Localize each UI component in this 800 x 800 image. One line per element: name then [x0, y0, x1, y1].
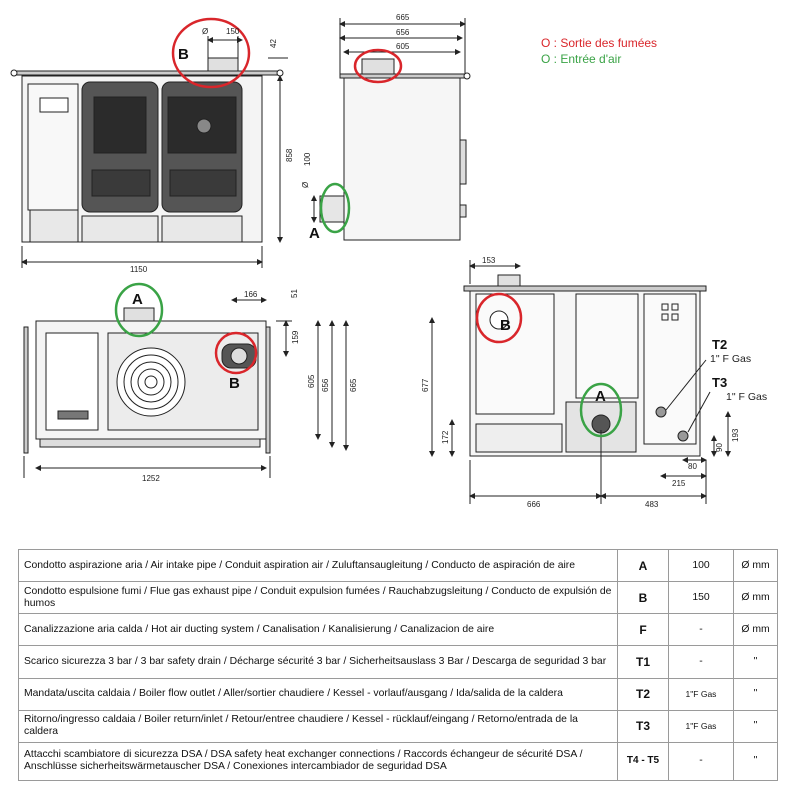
- rear-t2-label: T2: [712, 337, 728, 352]
- side-dim-total: 665: [396, 13, 410, 22]
- row-value: -: [669, 646, 734, 678]
- side-dim-air-diameter: Ø: [301, 181, 310, 188]
- row-code: F: [618, 614, 669, 646]
- row-code: T4 - T5: [618, 742, 669, 780]
- top-dim-605: 605: [307, 374, 316, 388]
- row-unit: ": [734, 742, 778, 780]
- rear-t2-spec: 1" F Gas: [710, 353, 752, 365]
- row-code: T1: [618, 646, 669, 678]
- rear-dim-90: 90: [715, 443, 724, 452]
- row-unit: ": [734, 710, 778, 742]
- rear-t3-spec: 1" F Gas: [726, 391, 768, 403]
- row-value: -: [669, 742, 734, 780]
- row-value: 1"F Gas: [669, 710, 734, 742]
- front-dim-width: 1150: [130, 265, 148, 274]
- side-dim-air-value: 100: [303, 152, 312, 166]
- row-code: T3: [618, 710, 669, 742]
- row-unit: ": [734, 678, 778, 710]
- rear-dim-483: 483: [645, 500, 659, 509]
- row-value: 1"F Gas: [669, 678, 734, 710]
- top-dim-166: 166: [244, 290, 258, 299]
- row-code: B: [618, 582, 669, 614]
- rear-dim-666: 666: [527, 500, 541, 509]
- side-dim-inner: 605: [396, 42, 410, 51]
- row-code: T2: [618, 678, 669, 710]
- side-view: [314, 18, 470, 240]
- front-marker-b: B: [178, 46, 189, 63]
- row-unit: Ø mm: [734, 550, 778, 582]
- table-row: [19, 614, 778, 646]
- top-dim-width: 1252: [142, 474, 160, 483]
- top-marker-b: B: [229, 375, 240, 392]
- row-description: Condotto aspirazione aria / Air intake pipe / Conduit aspiration air / Zuluftansaugleitung / Conducto de aspiración de aire: [19, 550, 618, 582]
- legend-air-inlet: O : Entrée d'air: [541, 52, 622, 66]
- row-unit: ": [734, 646, 778, 678]
- rear-dim-172: 172: [441, 430, 450, 444]
- rear-dim-677: 677: [421, 378, 430, 392]
- rear-dim-215: 215: [672, 479, 686, 488]
- front-dim-flue-diameter: Ø: [202, 27, 209, 36]
- row-description: Canalizzazione aria calda / Hot air ducting system / Canalisation / Kanalisierung / Canalizacion de aire: [19, 614, 618, 646]
- rear-marker-b: B: [500, 317, 511, 334]
- row-description: Condotto espulsione fumi / Flue gas exhaust pipe / Conduit expulsion fumées / Rauchabzugsleitung / Conducto de expulsión de humos: [19, 582, 618, 614]
- rear-view: [432, 260, 728, 504]
- rear-dim-153: 153: [482, 256, 496, 265]
- rear-t3-label: T3: [712, 375, 728, 390]
- table-row: [19, 646, 778, 678]
- connections-spec-table: [18, 549, 778, 781]
- row-value: -: [669, 614, 734, 646]
- top-marker-a: A: [132, 291, 143, 308]
- table-row: [19, 678, 778, 710]
- top-dim-159: 159: [291, 330, 300, 344]
- table-row: [19, 742, 778, 780]
- top-dim-51: 51: [290, 289, 299, 298]
- rear-marker-a: A: [595, 388, 606, 405]
- row-description: Mandata/uscita caldaia / Boiler flow outlet / Aller/sortier chaudiere / Kessel - vorlauf/ausgang / Ida/salida de la caldera: [19, 678, 618, 710]
- side-dim-mid: 656: [396, 28, 410, 37]
- top-dim-665: 665: [349, 378, 358, 392]
- rear-dim-193: 193: [731, 428, 740, 442]
- row-value: 150: [669, 582, 734, 614]
- top-view: [24, 284, 346, 478]
- row-description: Ritorno/ingresso caldaia / Boiler return/inlet / Retour/entree chaudiere / Kessel - rücklauf/eingang / Retorno/entrada de la caldera: [19, 710, 618, 742]
- row-unit: Ø mm: [734, 582, 778, 614]
- front-view: [11, 19, 288, 268]
- row-value: 100: [669, 550, 734, 582]
- side-marker-a: A: [309, 225, 320, 242]
- top-dim-656: 656: [321, 378, 330, 392]
- row-unit: Ø mm: [734, 614, 778, 646]
- legend-smoke-outlet: O : Sortie des fumées: [541, 36, 658, 50]
- table-row: [19, 582, 778, 614]
- row-description: Attacchi scambiatore di sicurezza DSA / DSA safety heat exchanger connections / Raccords échangeur de sécurité DSA / Anschlüsse sicherheitswärmetauscher DSA / Conexiones intercambiador de seguridad DSA: [19, 742, 618, 780]
- row-code: A: [618, 550, 669, 582]
- table-row: [19, 550, 778, 582]
- row-description: Scarico sicurezza 3 bar / 3 bar safety drain / Décharge sécurité 3 bar / Sicherheitsauslass 3 Bar / Descarga de seguridad 3 bar: [19, 646, 618, 678]
- rear-dim-80: 80: [688, 462, 697, 471]
- front-dim-height: 858: [285, 148, 294, 162]
- front-dim-top: 42: [269, 39, 278, 48]
- table-row: [19, 710, 778, 742]
- front-dim-flue-value: 150: [226, 27, 240, 36]
